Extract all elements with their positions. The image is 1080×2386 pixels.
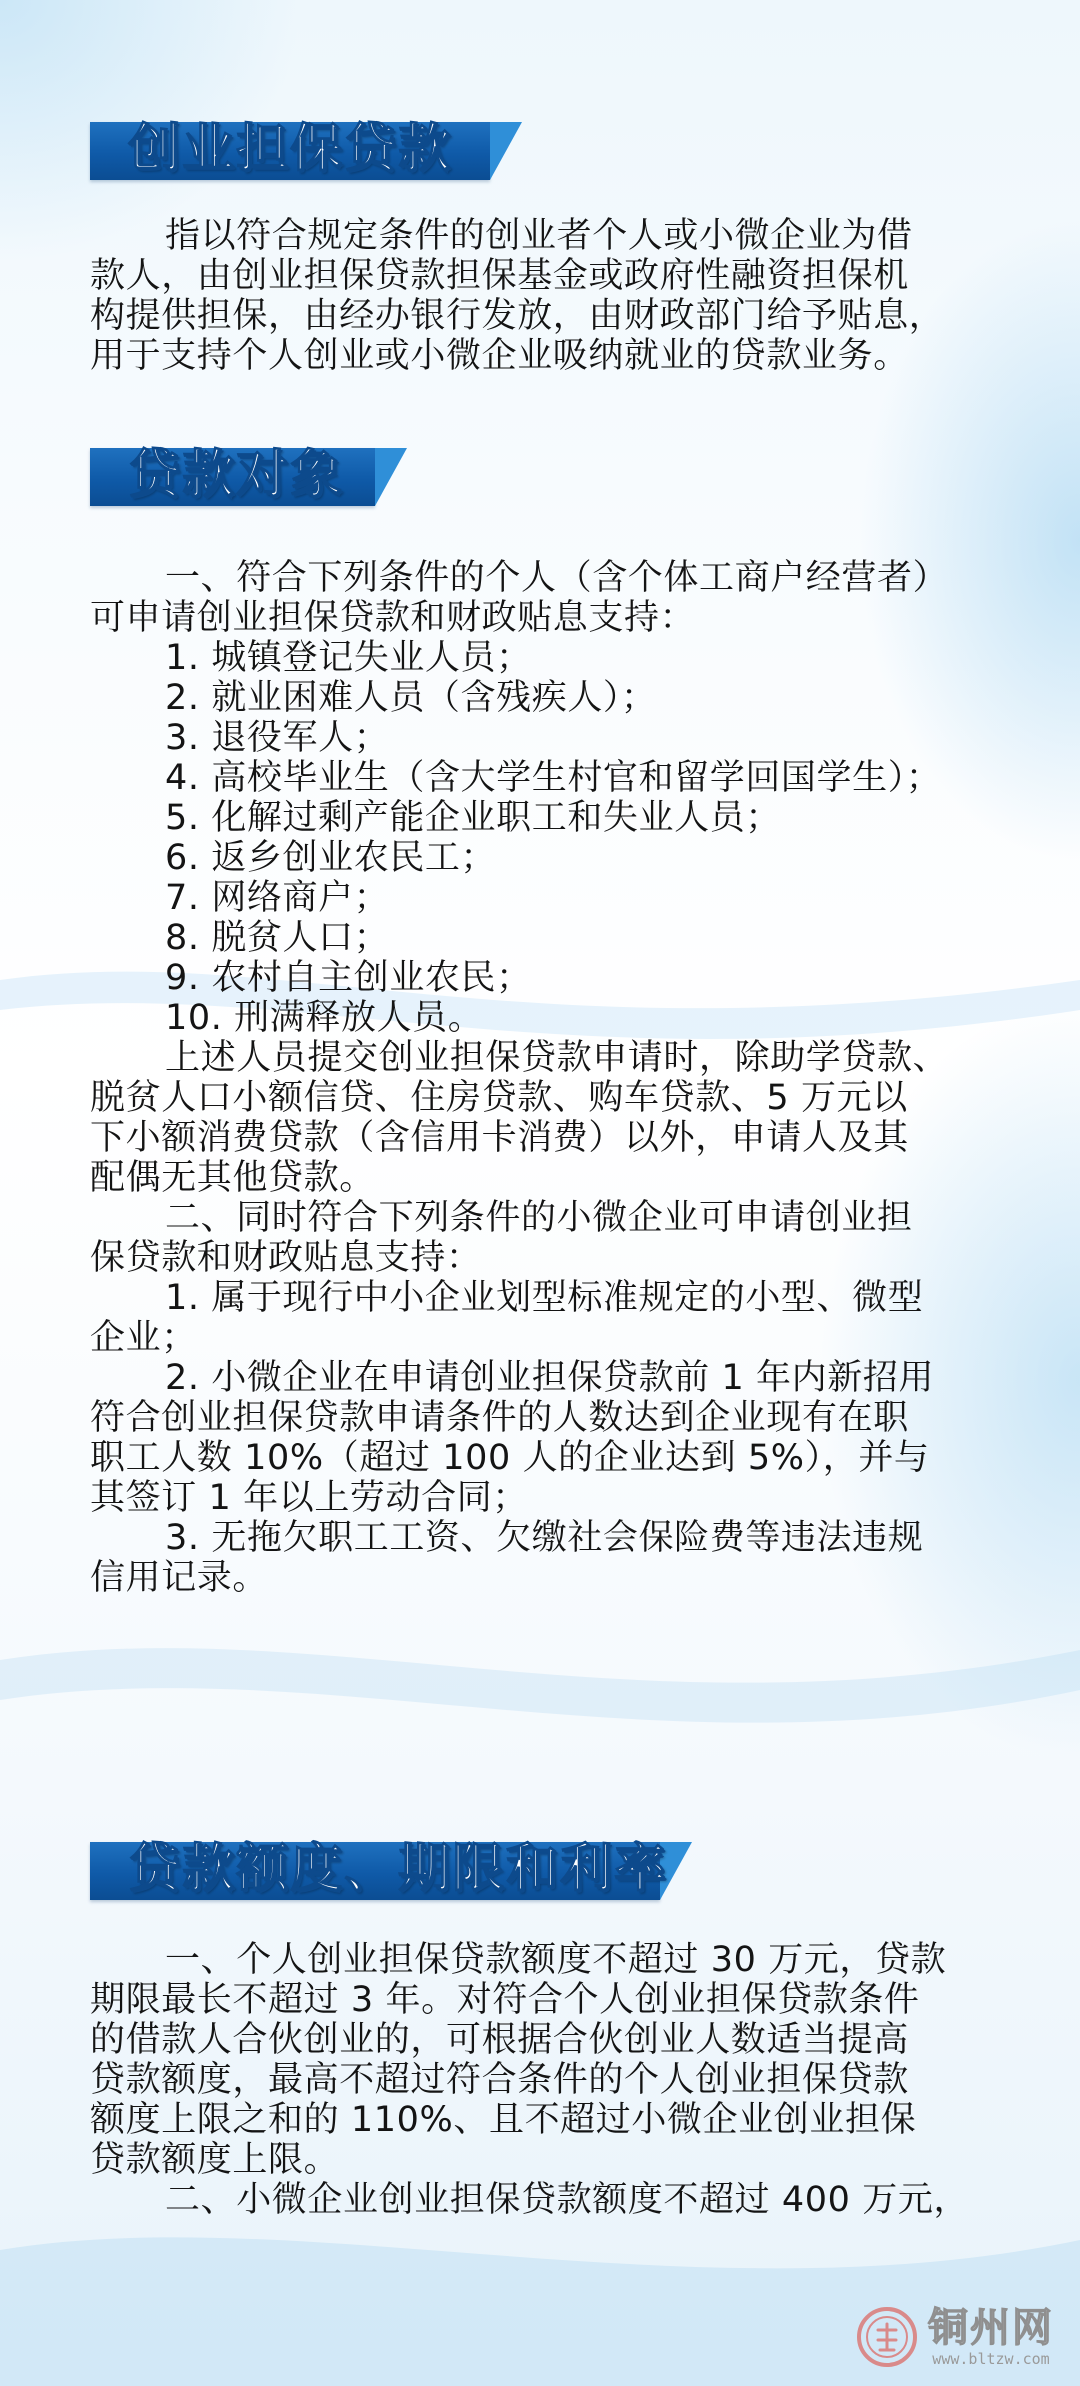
text-line: 一、个人创业担保贷款额度不超过 30 万元，贷款	[165, 1940, 947, 1980]
text-line: 2. 小微企业在申请创业担保贷款前 1 年内新招用	[165, 1358, 935, 1398]
section-title: 创业担保贷款	[128, 119, 453, 179]
watermark-text	[928, 2306, 1054, 2368]
list-item: 7. 网络商户；	[165, 878, 390, 918]
section-banner-amount-term-rate	[90, 1830, 668, 1908]
text-line: 可申请创业担保贷款和财政贴息支持：	[90, 598, 696, 638]
list-item: 9. 农村自主创业农民；	[165, 958, 532, 998]
section-body-definition	[90, 216, 1000, 376]
watermark-site-name: 铜州网	[928, 2305, 1054, 2351]
list-item: 10. 刑满释放人员。	[165, 998, 484, 1038]
text-line: 款人，由创业担保贷款担保基金或政府性融资担保机	[90, 256, 909, 296]
text-line: 配偶无其他贷款。	[90, 1158, 375, 1198]
text-line: 构提供担保，由经办银行发放，由财政部门给予贴息，	[90, 296, 945, 336]
section-banner-loan-targets	[90, 436, 344, 514]
text-line: 脱贫人口小额信贷、住房贷款、购车贷款、5 万元以	[90, 1078, 908, 1118]
red-seal-logo-icon	[856, 2306, 918, 2368]
site-watermark	[856, 2306, 1054, 2368]
list-item: 4. 高校毕业生（含大学生村官和留学回国学生）；	[165, 758, 942, 798]
text-line: 1. 属于现行中小企业划型标准规定的小型、微型	[165, 1278, 924, 1318]
text-line: 下小额消费贷款（含信用卡消费）以外，申请人及其	[90, 1118, 909, 1158]
text-line: 指以符合规定条件的创业者个人或小微企业为借	[165, 216, 913, 256]
text-line: 期限最长不超过 3 年。对符合个人创业担保贷款条件	[90, 1980, 920, 2020]
text-line: 保贷款和财政贴息支持：	[90, 1238, 482, 1278]
text-line: 的借款人合伙创业的，可根据合伙创业人数适当提高	[90, 2020, 909, 2060]
text-line: 二、同时符合下列条件的小微企业可申请创业担	[165, 1198, 913, 1238]
text-line: 二、小微企业创业担保贷款额度不超过 400 万元，	[165, 2180, 970, 2220]
text-line: 其签订 1 年以上劳动合同；	[90, 1478, 528, 1518]
section-body-loan-targets	[90, 558, 1000, 1598]
text-line: 用于支持个人创业或小微企业吸纳就业的贷款业务。	[90, 336, 909, 376]
list-item: 2. 就业困难人员（含残疾人）；	[165, 678, 657, 718]
section-banner-guarantee-loan	[90, 110, 452, 188]
text-line: 贷款额度，最高不超过符合条件的个人创业担保贷款	[90, 2060, 909, 2100]
text-line: 上述人员提交创业担保贷款申请时，除助学贷款、	[165, 1038, 949, 1078]
text-line: 贷款额度上限。	[90, 2140, 340, 2180]
text-line: 额度上限之和的 110%、且不超过小微企业创业担保	[90, 2100, 917, 2140]
list-item: 5. 化解过剩产能企业职工和失业人员；	[165, 798, 781, 838]
section-body-amount-term-rate	[90, 1940, 1000, 2220]
list-item: 1. 城镇登记失业人员；	[165, 638, 532, 678]
list-item: 3. 退役军人；	[165, 718, 390, 758]
list-item: 6. 返乡创业农民工；	[165, 838, 497, 878]
text-line: 职工人数 10%（超过 100 人的企业达到 5%），并与	[90, 1438, 930, 1478]
text-line: 一、符合下列条件的个人（含个体工商户经营者）	[165, 558, 949, 598]
text-line: 企业；	[90, 1318, 197, 1358]
list-item: 8. 脱贫人口；	[165, 918, 390, 958]
banner-tip	[375, 448, 407, 506]
watermark-site-url: www.bltzw.com	[932, 2350, 1050, 2368]
text-line: 信用记录。	[90, 1558, 269, 1598]
section-title: 贷款对象	[128, 445, 345, 505]
text-line: 3. 无拖欠职工工资、欠缴社会保险费等违法违规	[165, 1518, 924, 1558]
text-line: 符合创业担保贷款申请条件的人数达到企业现有在职	[90, 1398, 909, 1438]
banner-tip	[490, 122, 522, 180]
section-title: 贷款额度、期限和利率	[128, 1839, 669, 1899]
